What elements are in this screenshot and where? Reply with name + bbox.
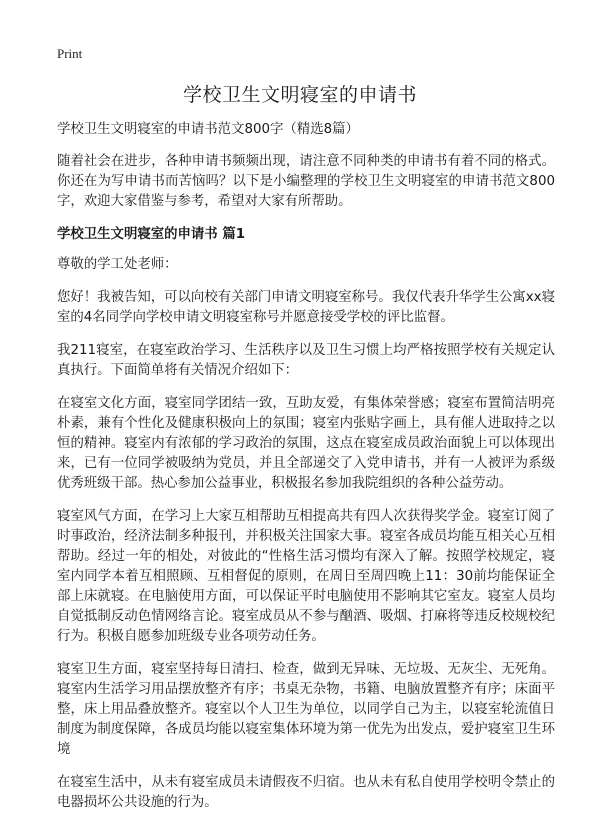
salutation: 尊敬的学工处老师： xyxy=(57,257,178,272)
subtitle: 学校卫生文明寝室的申请书范文800字（精选8篇） xyxy=(57,122,359,137)
section-heading: 学校卫生文明寝室的申请书 篇1 xyxy=(57,227,246,242)
document-body xyxy=(57,120,555,826)
body-paragraph: 寝室卫生方面，寝室坚持每日清扫、检查，做到无异味、无垃圾、无灰尘、无死角。寝室内生活学习用品摆放整齐有序；书桌无杂物，书籍、电脑放置整齐有序；床面平整，床上用品叠放整齐。寝室以个人卫生为单位，以同学自己为主，以寝室轮流值日制度为制度保障，各成员均能以寝室集体环境为第一优先为出发点，爱护寝室卫生环境 xyxy=(57,662,555,757)
body-paragraph: 在寝室文化方面，寝室同学团结一致，互助友爱，有集体荣誉感；寝室布置简洁明亮朴素，兼有个性化及健康积极向上的氛围；寝室内张贴字画上，具有催人进取持之以恒的精神。寝室内有浓郁的学习政治的氛围，这点在寝室成员政治面貌上可以体现出来，已有一位同学被吸纳为党员，并且全部递交了入党申请书，并有一人被评为系级优秀班级干部。热心参加公益事业，积极报名参加我院组织的各种公益劳动。 xyxy=(57,396,555,491)
print-link[interactable]: Print xyxy=(57,46,83,61)
body-paragraph: 寝室风气方面，在学习上大家互相帮助互相提高共有四人次获得奖学金。寝室订阅了时事政治，经济法制多种报刊，并积极关注国家大事。寝室各成员均能互相关心互相帮助。经过一年的相处，对彼此的“性格生活习惯均有深入了解。按照学校规定，寝室内同学本着互相照顾、互相督促的原则，在周日至周四晚上11：30前均能保证全部上床就寝。在电脑使用方面，可以保证平时电脑使用不影响其它室友。寝室人员均自觉抵制反动色情网络言论。寝室成员从不参与酗酒、吸烟、打麻将等违反校规校纪行为。积极自愿参加班级专业各项劳动任务。 xyxy=(57,509,555,644)
intro-paragraph: 随着社会在进步，各种申请书频频出现，请注意不同种类的申请书有着不同的格式。你还在为写申请书而苦恼吗？以下是小编整理的学校卫生文明寝室的申请书范文800字，欢迎大家借鉴与参考，希望对大家有所帮助。 xyxy=(57,154,555,209)
page-title: 学校卫生文明寝室的申请书 xyxy=(182,84,417,106)
body-paragraph: 您好！我被告知，可以向校有关部门申请文明寝室称号。我仅代表升华学生公寓xx寝室的4名同学向学校申请文明寝室称号并愿意接受学校的评比监督。 xyxy=(57,290,555,325)
body-paragraph: 在寝室生活中，从未有寝室成员未请假夜不归宿。也从未有私自使用学校明令禁止的电器损坏公共设施的行为。 xyxy=(57,775,555,810)
body-paragraph: 我211寝室，在寝室政治学习、生活秩序以及卫生习惯上均严格按照学校有关规定认真执行。下面简单将有关情况介绍如下： xyxy=(57,343,555,378)
